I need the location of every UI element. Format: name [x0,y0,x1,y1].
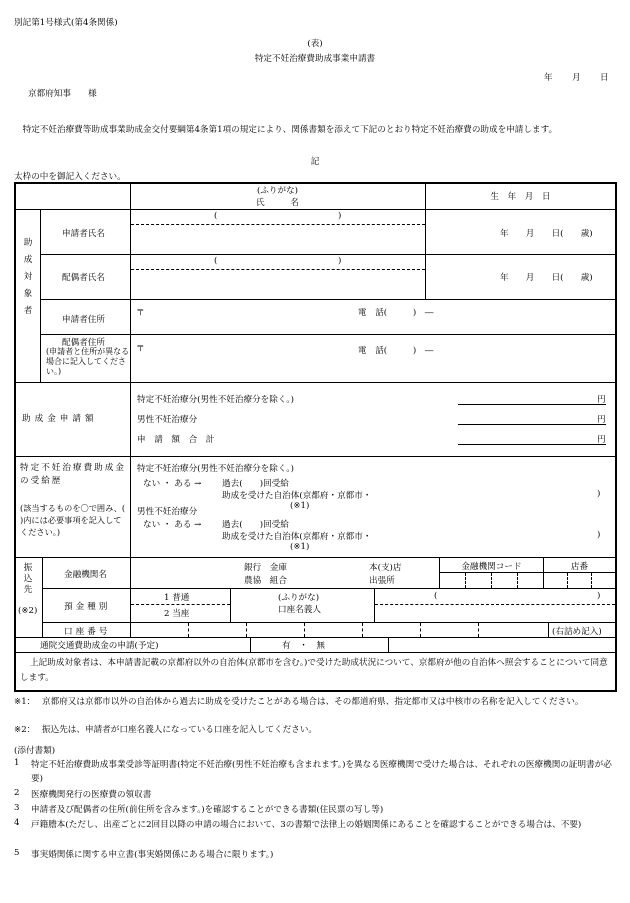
bank-label: 振込先 [23,563,33,595]
applicant-furigana-open: ( [214,211,218,221]
history-note-1: (※1) [290,501,310,511]
history-type-2: 男性不妊治療分 [137,507,198,517]
applicant-tel: 電 話( ) ― [358,308,434,318]
attachment-5-text: 事実婚関係に関する申立書(事実婚関係にある場合に限ります。) [31,850,274,860]
note-1-text: 京都府又は京都市以外の自治体から過去に助成を受けたことがある場合は、その都道府県、指定都市又は中核市の名称を記入してください。 [42,697,584,707]
history-choice-1: ない ・ ある → [143,479,202,489]
branch-number-label: 店番 [570,562,589,572]
note-2-text: 振込先は、申請者が口座名義人になっている口座を記入してください。 [42,725,318,735]
form-number: 別記第1号様式(第4条関係) [14,18,118,28]
note-1-mark: ※1： [14,697,36,707]
holder-label: 口座名義人 [278,605,321,615]
yen-2: 円 [597,415,606,425]
date-year: 年 [544,73,553,83]
history-jichitai-1: 助成を受けた自治体(京都府・京都市・ [222,491,372,501]
account-number-label: 口座番号 [64,627,111,637]
deposit-futsu: 1 普通 [164,593,190,603]
history-note-2: (※1) [290,542,310,552]
spouse-address-label: 配偶者住所 [62,338,105,348]
ki-label: 記 [310,157,320,167]
right-fill-note: (右詰め記入) [552,627,602,637]
deposit-toza: 2 当座 [164,609,190,619]
history-choice-2: ない ・ ある → [143,520,202,530]
note-2-mark: ※2： [14,725,36,735]
attachment-4-num: 4 [14,818,20,828]
attachment-1-num: 1 [14,758,20,768]
history-label: 特定不妊治療費助成金の受給歴 [20,463,126,486]
spouse-tel: 電 話( ) ― [358,346,434,356]
attachment-3-text: 申請者及び配偶者の住所(前住所を含みます。)を確認することができる書類(住民票の写し等) [31,805,384,815]
spouse-birthdate: 年 月 日( 歳) [500,273,593,283]
spouse-furigana-close: ) [338,256,342,266]
holder-furigana: (ふりがな) [278,593,320,603]
spouse-name-label: 配偶者氏名 [62,273,105,283]
date-day: 日 [600,73,609,83]
history-jichitai-2: 助成を受けた自治体(京都府・京都市・ [222,532,372,542]
history-count-2: 過去( )回受給 [222,520,289,530]
history-type-1: 特定不妊治療分(男性不妊治療分を除く。) [137,464,294,474]
applicant-name-label: 申請者氏名 [62,229,105,239]
history-close-1: ) [597,489,601,499]
attachments-heading: (添付書類) [14,746,56,756]
bank-code-label: 金融機関コード [461,562,522,572]
spouse-address-note: (申請者と住所が異なる場合に記入してください。) [46,347,130,376]
front-label: (表) [307,39,323,49]
attachment-4-text: 戸籍謄本(ただし、出産ごとに2回目以降の申請の場合において、3の書類で法律上の婚姻関係にあることを確認することができる場合は、不要) [31,820,582,830]
branch-2: 出張所 [369,576,395,586]
bank-note: (※2) [18,606,38,616]
amount-infertility: 特定不妊治療分(男性不妊治療分を除く。) [137,395,294,405]
spouse-postal: 〒 [136,344,145,354]
branch-1: 本(支)店 [369,563,402,573]
instruction: 太枠の中を御記入ください。 [14,172,126,182]
attachment-1-text: 特定不妊治療費助成事業受診等証明書(特定不妊治療(男性不妊治療も含まれます。)を異なる医療機関で受けた場合は、それぞれの医療機関の証明書が必要) [31,760,612,784]
page-title: 特定不妊治療費助成事業申請書 [254,54,376,64]
subject-label: 助成対象者 [23,238,33,316]
furigana-header: (ふりがな) [256,186,299,196]
applicant-postal: 〒 [136,308,145,318]
holder-close: ) [597,591,601,601]
bank-type-1: 銀行 金庫 [244,563,287,573]
amount-total: 申 請 額 合 計 [137,435,215,445]
attachment-2-num: 2 [14,788,20,798]
consent-text: 上記助成対象者は、本申請書記載の京都府以外の自治体(京都市を含む。)で受けた助成状況について、京都府が他の自治体へ照会することについて同意します。 [20,658,608,683]
applicant-address-label: 申請者住所 [62,315,105,325]
transport-label: 通院交通費助成金の申請(予定) [40,641,159,651]
shimei-header: 氏 名 [256,198,299,208]
yen-3: 円 [597,435,606,445]
spouse-furigana-open: ( [214,256,218,266]
attachment-2-text: 医療機関発行の医療費の領収書 [31,790,152,800]
history-close-2: ) [597,530,601,540]
birthdate-header: 生 年 月 日 [490,192,551,202]
amount-label: 助成金申請額 [22,414,98,424]
attachment-5-num: 5 [14,848,20,858]
date-month: 月 [572,73,581,83]
bank-name-label: 金融機関名 [64,570,107,580]
history-note: (該当するものを〇で囲み、( )内には必要事項を記入してください。) [20,503,126,537]
intro-text: 特定不妊治療費等助成事業助成金交付要綱第4条第1項の規定により、関係書類を添えて下記のとおり特定不妊治療費の助成を申請します。 [14,125,558,135]
bank-type-2: 農協 組合 [244,576,287,586]
history-count-1: 過去( )回受給 [222,479,289,489]
addressee: 京都府知事 様 [28,89,97,99]
holder-open: ( [434,591,438,601]
transport-choice: 有 ・ 無 [282,641,325,651]
yen-1: 円 [597,395,606,405]
applicant-furigana-close: ) [338,211,342,221]
applicant-birthdate: 年 月 日( 歳) [500,229,593,239]
attachment-3-num: 3 [14,803,20,813]
deposit-type-label: 預金種別 [64,602,111,612]
amount-male: 男性不妊治療分 [137,415,198,425]
